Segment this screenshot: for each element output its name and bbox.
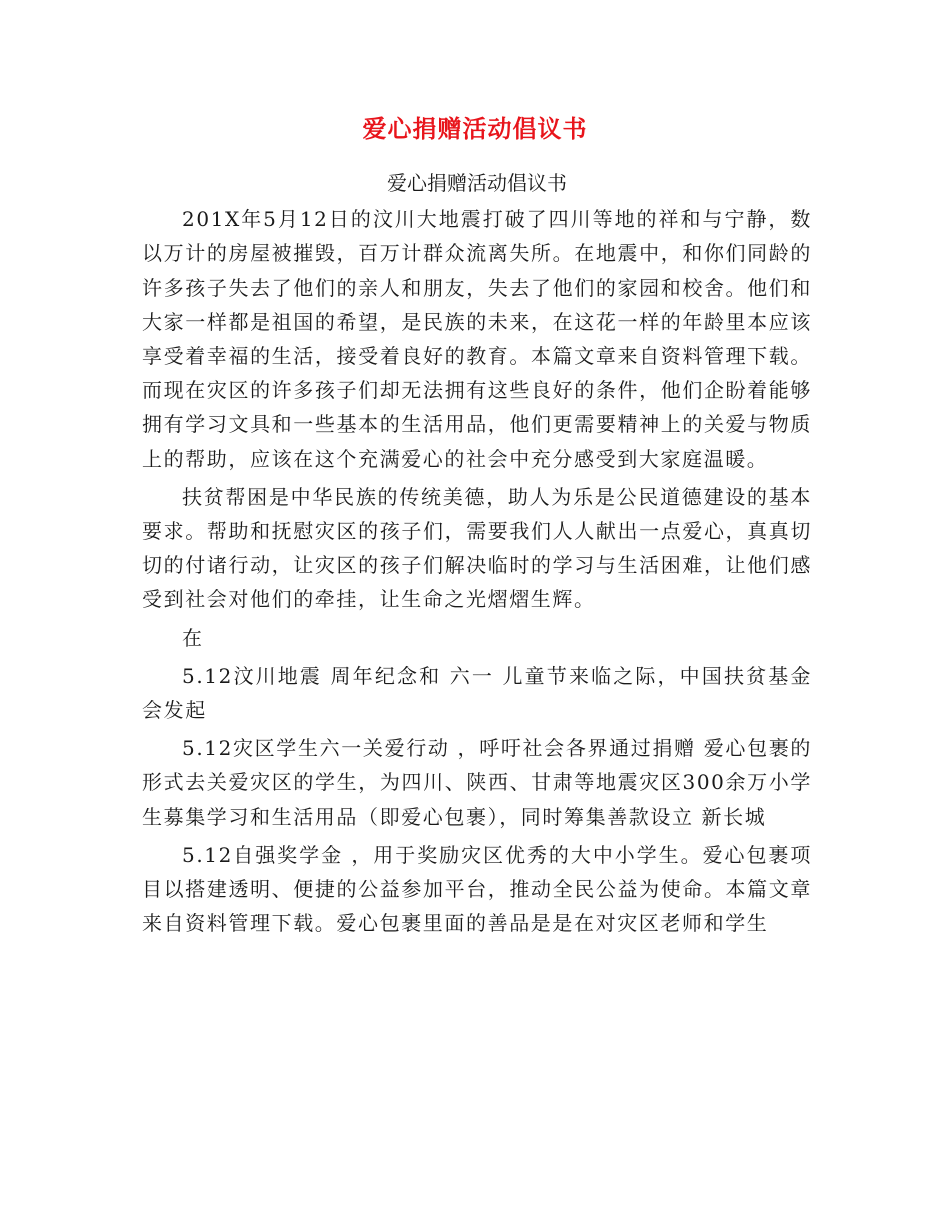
paragraph-3: 在 (182, 625, 204, 650)
paragraph-6: 5.12自强奖学金 ，用于奖励灾区优秀的大中小学生。爱心包裹项目以搭建透明、便捷的公益参加平台，推动全民公益为使命。本篇文章来自资料管理下载。爱心包裹里面的善品是是在对灾区老师和学生 (142, 842, 812, 936)
document-body (142, 166, 812, 944)
document-subtitle: 爱心捐赠活动倡议书 (387, 171, 567, 195)
paragraph-5: 5.12灾区学生六一关爱行动 ，呼吁社会各界通过捐赠 爱心包裹的形式去关爱灾区的学生，为四川、陕西、甘肃等地震灾区300余万小学生募集学习和生活用品（即爱心包裹），同时筹集善款设立 新长城 (142, 736, 812, 829)
paragraph-1: 201X年5月12日的汶川大地震打破了四川等地的祥和与宁静，数以万计的房屋被摧毁，百万计群众流离失所。在地震中，和你们同龄的许多孩子失去了他们的亲人和朋友，失去了他们的家园和校舍。他们和大家一样都是祖国的希望，是民族的未来，在这花一样的年龄里本应该享受着幸福的生活，接受着良好的教育。本篇文章来自资料管理下载。而现在灾区的许多孩子们却无法拥有这些良好的条件，他们企盼着能够拥有学习文具和一些基本的生活用品，他们更需要精神上的关爱与物质上的帮助，应该在这个充满爱心的社会中充分感受到大家庭温暖。 (142, 207, 812, 471)
paragraph-4: 5.12汶川地震 周年纪念和 六一 儿童节来临之际，中国扶贫基金会发起 (142, 663, 812, 723)
paragraph-2: 扶贫帮困是中华民族的传统美德，助人为乐是公民道德建设的基本要求。帮助和抚慰灾区的孩子们，需要我们人人献出一点爱心，真真切切的付诸行动，让灾区的孩子们解决临时的学习与生活困难，让他们感受到社会对他们的牵挂，让生命之光熠熠生辉。 (142, 484, 812, 612)
document-title: 爱心捐赠活动倡议书 (362, 115, 588, 143)
